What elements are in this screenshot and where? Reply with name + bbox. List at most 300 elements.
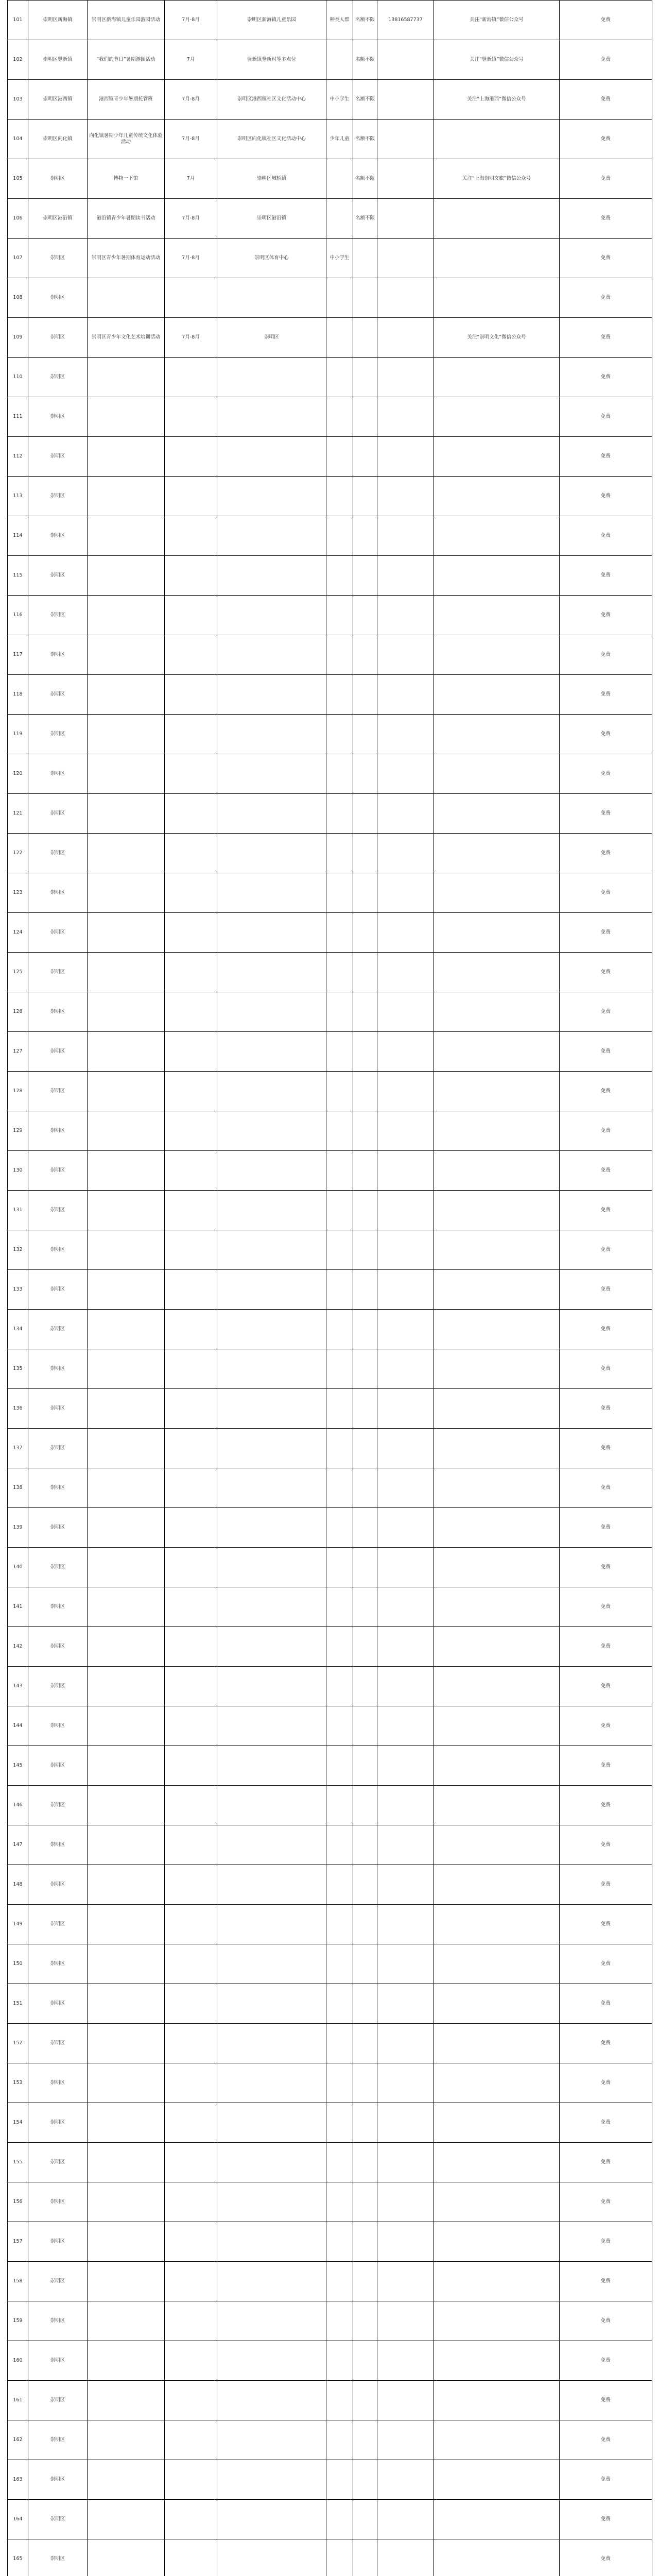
row-number-cell: 150: [8, 1944, 28, 1984]
activity-location-cell: 崇明区新海镇儿童乐园: [217, 1, 326, 40]
fee-cell: 免费: [560, 1, 652, 40]
activity-location-cell: [217, 1429, 326, 1468]
signup-method-cell: [434, 239, 560, 278]
signup-method-cell: [434, 2143, 560, 2182]
activity-location-cell: [217, 1905, 326, 1944]
contact-phone-cell: [377, 199, 434, 239]
fee-cell: 免费: [560, 1905, 652, 1944]
activity-name-cell: [88, 635, 165, 675]
row-number-cell: 116: [8, 596, 28, 635]
row-number-cell: 162: [8, 2420, 28, 2460]
row-number-cell: 127: [8, 1032, 28, 1072]
fee-cell: 免费: [560, 516, 652, 556]
activity-location-cell: [217, 1508, 326, 1548]
capacity-cell: [353, 2103, 377, 2143]
organizer-cell: 崇明区: [28, 1270, 88, 1310]
contact-phone-cell: [377, 1944, 434, 1984]
activity-location-cell: [217, 1944, 326, 1984]
table-row: [8, 2341, 652, 2381]
fee-cell: 免费: [560, 834, 652, 873]
table-row: [8, 80, 652, 120]
signup-method-cell: [434, 2381, 560, 2420]
organizer-cell: 崇明区: [28, 239, 88, 278]
organizer-cell: 崇明区: [28, 2341, 88, 2381]
organizer-cell: 崇明区: [28, 2460, 88, 2500]
contact-phone-cell: [377, 318, 434, 358]
signup-method-cell: [434, 1191, 560, 1230]
contact-phone-cell: [377, 2182, 434, 2222]
organizer-cell: 崇明区: [28, 1944, 88, 1984]
activity-name-cell: [88, 913, 165, 953]
activity-time-cell: [165, 794, 217, 834]
activity-time-cell: [165, 913, 217, 953]
activity-time-cell: 7月-8月: [165, 318, 217, 358]
row-number-cell: 151: [8, 1984, 28, 2024]
target-audience-cell: [326, 1270, 353, 1310]
table-row: [8, 2182, 652, 2222]
activity-time-cell: [165, 2341, 217, 2381]
contact-phone-cell: [377, 953, 434, 992]
activity-time-cell: [165, 635, 217, 675]
activity-name-cell: [88, 1786, 165, 1825]
capacity-cell: [353, 1191, 377, 1230]
organizer-cell: 崇明区: [28, 1627, 88, 1667]
activity-name-cell: [88, 2539, 165, 2576]
activity-time-cell: [165, 1429, 217, 1468]
target-audience-cell: [326, 159, 353, 199]
activity-name-cell: [88, 794, 165, 834]
activity-name-cell: [88, 516, 165, 556]
activity-time-cell: [165, 1587, 217, 1627]
activity-time-cell: [165, 1548, 217, 1587]
signup-method-cell: [434, 2063, 560, 2103]
target-audience-cell: [326, 794, 353, 834]
signup-method-cell: [434, 992, 560, 1032]
table-row: [8, 358, 652, 397]
row-number-cell: 114: [8, 516, 28, 556]
activity-name-cell: 向化镇暑期少年儿童传统文化体验活动: [88, 120, 165, 159]
organizer-cell: 崇明区: [28, 1389, 88, 1429]
capacity-cell: [353, 834, 377, 873]
target-audience-cell: [326, 437, 353, 477]
fee-cell: 免费: [560, 397, 652, 437]
signup-method-cell: [434, 1667, 560, 1706]
target-audience-cell: [326, 1746, 353, 1786]
fee-cell: 免费: [560, 1429, 652, 1468]
target-audience-cell: [326, 1032, 353, 1072]
organizer-cell: 崇明区新海镇: [28, 1, 88, 40]
signup-method-cell: [434, 278, 560, 318]
activity-time-cell: [165, 1984, 217, 2024]
target-audience-cell: [326, 2301, 353, 2341]
signup-method-cell: [434, 1151, 560, 1191]
table-row: [8, 1, 652, 40]
activity-time-cell: [165, 1072, 217, 1111]
fee-cell: 免费: [560, 913, 652, 953]
organizer-cell: 崇明区: [28, 1984, 88, 2024]
activity-location-cell: [217, 2500, 326, 2539]
organizer-cell: 崇明区: [28, 1111, 88, 1151]
contact-phone-cell: [377, 516, 434, 556]
organizer-cell: 崇明区: [28, 1429, 88, 1468]
contact-phone-cell: [377, 1111, 434, 1151]
capacity-cell: [353, 754, 377, 794]
capacity-cell: [353, 1111, 377, 1151]
organizer-cell: 崇明区: [28, 715, 88, 754]
activity-time-cell: [165, 1032, 217, 1072]
target-audience-cell: [326, 2341, 353, 2381]
row-number-cell: 161: [8, 2381, 28, 2420]
organizer-cell: 崇明区: [28, 1508, 88, 1548]
organizer-cell: 崇明区: [28, 635, 88, 675]
contact-phone-cell: [377, 1984, 434, 2024]
activity-name-cell: 港西镇青少年暑期托管班: [88, 80, 165, 120]
activity-name-cell: [88, 1270, 165, 1310]
table-row: [8, 1627, 652, 1667]
table-row: [8, 1508, 652, 1548]
row-number-cell: 105: [8, 159, 28, 199]
activity-name-cell: [88, 1389, 165, 1429]
table-row: [8, 1786, 652, 1825]
organizer-cell: 崇明区: [28, 1230, 88, 1270]
fee-cell: 免费: [560, 1151, 652, 1191]
activity-time-cell: 7月-8月: [165, 199, 217, 239]
capacity-cell: [353, 1072, 377, 1111]
fee-cell: 免费: [560, 1825, 652, 1865]
activity-name-cell: [88, 754, 165, 794]
table-row: [8, 635, 652, 675]
signup-method-cell: [434, 1825, 560, 1865]
activity-name-cell: [88, 1905, 165, 1944]
signup-method-cell: [434, 556, 560, 596]
contact-phone-cell: [377, 1349, 434, 1389]
organizer-cell: 崇明区: [28, 992, 88, 1032]
activity-name-cell: [88, 1706, 165, 1746]
table-row: [8, 1865, 652, 1905]
target-audience-cell: [326, 1508, 353, 1548]
activity-name-cell: 崇明区青少年暑期体育运动活动: [88, 239, 165, 278]
target-audience-cell: [326, 596, 353, 635]
capacity-cell: [353, 2539, 377, 2576]
organizer-cell: 崇明区: [28, 2500, 88, 2539]
target-audience-cell: [326, 1429, 353, 1468]
fee-cell: 免费: [560, 596, 652, 635]
contact-phone-cell: 13816587737: [377, 1, 434, 40]
activity-location-cell: [217, 596, 326, 635]
activity-time-cell: [165, 1706, 217, 1746]
activity-time-cell: [165, 834, 217, 873]
activity-name-cell: [88, 1548, 165, 1587]
target-audience-cell: [326, 1230, 353, 1270]
target-audience-cell: [326, 397, 353, 437]
activity-location-cell: 崇明区向化镇社区文化活动中心: [217, 120, 326, 159]
capacity-cell: [353, 635, 377, 675]
table-row: [8, 2420, 652, 2460]
target-audience-cell: [326, 516, 353, 556]
organizer-cell: 崇明区: [28, 556, 88, 596]
contact-phone-cell: [377, 873, 434, 913]
activity-location-cell: [217, 1984, 326, 2024]
contact-phone-cell: [377, 1072, 434, 1111]
target-audience-cell: [326, 1667, 353, 1706]
signup-method-cell: [434, 596, 560, 635]
capacity-cell: 名额不限: [353, 1, 377, 40]
fee-cell: 免费: [560, 1746, 652, 1786]
signup-method-cell: [434, 516, 560, 556]
capacity-cell: [353, 715, 377, 754]
signup-method-cell: 关注“上海港西”微信公众号: [434, 80, 560, 120]
target-audience-cell: 少年儿童: [326, 120, 353, 159]
capacity-cell: [353, 477, 377, 516]
contact-phone-cell: [377, 1627, 434, 1667]
signup-method-cell: [434, 1706, 560, 1746]
row-number-cell: 149: [8, 1905, 28, 1944]
contact-phone-cell: [377, 1191, 434, 1230]
row-number-cell: 110: [8, 358, 28, 397]
fee-cell: 免费: [560, 2222, 652, 2262]
capacity-cell: [353, 596, 377, 635]
row-number-cell: 144: [8, 1706, 28, 1746]
row-number-cell: 115: [8, 556, 28, 596]
activity-time-cell: [165, 992, 217, 1032]
organizer-cell: 崇明区: [28, 1310, 88, 1349]
activity-time-cell: [165, 2500, 217, 2539]
table-row: [8, 2103, 652, 2143]
table-row: [8, 715, 652, 754]
target-audience-cell: [326, 2420, 353, 2460]
capacity-cell: [353, 2500, 377, 2539]
capacity-cell: 名额不限: [353, 80, 377, 120]
organizer-cell: 崇明区: [28, 437, 88, 477]
activity-location-cell: [217, 1746, 326, 1786]
row-number-cell: 117: [8, 635, 28, 675]
activity-location-cell: [217, 1111, 326, 1151]
fee-cell: 免费: [560, 159, 652, 199]
fee-cell: 免费: [560, 1667, 652, 1706]
activity-name-cell: [88, 397, 165, 437]
contact-phone-cell: [377, 1865, 434, 1905]
signup-method-cell: [434, 794, 560, 834]
activity-location-cell: [217, 1706, 326, 1746]
activity-name-cell: [88, 1627, 165, 1667]
fee-cell: 免费: [560, 1508, 652, 1548]
activity-location-cell: [217, 2381, 326, 2420]
row-number-cell: 107: [8, 239, 28, 278]
capacity-cell: 名额不限: [353, 199, 377, 239]
activity-name-cell: [88, 1468, 165, 1508]
capacity-cell: [353, 437, 377, 477]
contact-phone-cell: [377, 1587, 434, 1627]
table-row: [8, 199, 652, 239]
target-audience-cell: [326, 477, 353, 516]
activity-location-cell: [217, 1587, 326, 1627]
signup-method-cell: [434, 437, 560, 477]
activity-name-cell: [88, 2222, 165, 2262]
organizer-cell: 崇明区: [28, 754, 88, 794]
signup-method-cell: [434, 1429, 560, 1468]
activity-name-cell: [88, 2103, 165, 2143]
activity-location-cell: [217, 397, 326, 437]
fee-cell: 免费: [560, 1389, 652, 1429]
activity-name-cell: [88, 715, 165, 754]
fee-cell: 免费: [560, 2420, 652, 2460]
organizer-cell: 崇明区: [28, 1786, 88, 1825]
fee-cell: 免费: [560, 2143, 652, 2182]
contact-phone-cell: [377, 159, 434, 199]
organizer-cell: 崇明区: [28, 1825, 88, 1865]
contact-phone-cell: [377, 397, 434, 437]
activity-location-cell: [217, 2460, 326, 2500]
table-row: [8, 2143, 652, 2182]
fee-cell: 免费: [560, 1706, 652, 1746]
fee-cell: 免费: [560, 1111, 652, 1151]
row-number-cell: 111: [8, 397, 28, 437]
activity-location-cell: [217, 2103, 326, 2143]
organizer-cell: 崇明区: [28, 2143, 88, 2182]
table-row: [8, 992, 652, 1032]
table-row: [8, 1151, 652, 1191]
target-audience-cell: [326, 1151, 353, 1191]
organizer-cell: 崇明区: [28, 2024, 88, 2063]
organizer-cell: 崇明区: [28, 318, 88, 358]
activity-time-cell: [165, 2381, 217, 2420]
capacity-cell: [353, 675, 377, 715]
capacity-cell: [353, 1151, 377, 1191]
fee-cell: 免费: [560, 1548, 652, 1587]
table-row: [8, 1389, 652, 1429]
table-row: [8, 953, 652, 992]
contact-phone-cell: [377, 1429, 434, 1468]
contact-phone-cell: [377, 2420, 434, 2460]
activity-name-cell: [88, 834, 165, 873]
table-row: [8, 1072, 652, 1111]
contact-phone-cell: [377, 1905, 434, 1944]
fee-cell: 免费: [560, 199, 652, 239]
organizer-cell: 崇明区: [28, 2222, 88, 2262]
fee-cell: 免费: [560, 80, 652, 120]
contact-phone-cell: [377, 437, 434, 477]
row-number-cell: 160: [8, 2341, 28, 2381]
activity-time-cell: [165, 1349, 217, 1389]
signup-method-cell: [434, 1865, 560, 1905]
contact-phone-cell: [377, 675, 434, 715]
fee-cell: 免费: [560, 953, 652, 992]
target-audience-cell: [326, 1825, 353, 1865]
table-row: [8, 1429, 652, 1468]
activity-name-cell: [88, 1667, 165, 1706]
contact-phone-cell: [377, 2222, 434, 2262]
row-number-cell: 131: [8, 1191, 28, 1230]
activity-name-cell: [88, 2500, 165, 2539]
signup-method-cell: [434, 1786, 560, 1825]
row-number-cell: 146: [8, 1786, 28, 1825]
activity-name-cell: [88, 1151, 165, 1191]
signup-method-cell: [434, 1905, 560, 1944]
contact-phone-cell: [377, 2063, 434, 2103]
activity-time-cell: [165, 477, 217, 516]
activity-time-cell: [165, 278, 217, 318]
target-audience-cell: [326, 2143, 353, 2182]
activity-name-cell: [88, 2460, 165, 2500]
contact-phone-cell: [377, 1786, 434, 1825]
table-row: [8, 1191, 652, 1230]
target-audience-cell: 中小学生: [326, 239, 353, 278]
activity-location-cell: [217, 1270, 326, 1310]
organizer-cell: 崇明区: [28, 1746, 88, 1786]
activity-location-cell: [217, 992, 326, 1032]
signup-method-cell: [434, 1230, 560, 1270]
activity-location-cell: [217, 2420, 326, 2460]
target-audience-cell: [326, 199, 353, 239]
row-number-cell: 138: [8, 1468, 28, 1508]
contact-phone-cell: [377, 1548, 434, 1587]
capacity-cell: [353, 2063, 377, 2103]
row-number-cell: 140: [8, 1548, 28, 1587]
table-row: [8, 1984, 652, 2024]
activity-name-cell: [88, 1349, 165, 1389]
capacity-cell: [353, 1944, 377, 1984]
table-row: [8, 2460, 652, 2500]
target-audience-cell: [326, 2182, 353, 2222]
fee-cell: 免费: [560, 635, 652, 675]
row-number-cell: 103: [8, 80, 28, 120]
capacity-cell: [353, 1349, 377, 1389]
table-row: [8, 675, 652, 715]
target-audience-cell: [326, 2063, 353, 2103]
activity-location-cell: [217, 635, 326, 675]
signup-method-cell: [434, 358, 560, 397]
target-audience-cell: [326, 992, 353, 1032]
organizer-cell: 崇明区: [28, 1349, 88, 1389]
contact-phone-cell: [377, 1508, 434, 1548]
table-row: [8, 794, 652, 834]
activity-location-cell: [217, 2341, 326, 2381]
activity-name-cell: [88, 278, 165, 318]
fee-cell: 免费: [560, 992, 652, 1032]
activity-time-cell: [165, 1191, 217, 1230]
capacity-cell: [353, 1984, 377, 2024]
activity-time-cell: [165, 715, 217, 754]
fee-cell: 免费: [560, 1587, 652, 1627]
row-number-cell: 106: [8, 199, 28, 239]
signup-method-cell: [434, 2539, 560, 2576]
contact-phone-cell: [377, 1667, 434, 1706]
fee-cell: 免费: [560, 2103, 652, 2143]
activity-time-cell: [165, 1389, 217, 1429]
activity-name-cell: [88, 2182, 165, 2222]
activity-name-cell: 崇明区新海镇儿童乐园游园活动: [88, 1, 165, 40]
target-audience-cell: [326, 2381, 353, 2420]
activity-location-cell: [217, 1349, 326, 1389]
activity-time-cell: 7月-8月: [165, 80, 217, 120]
capacity-cell: [353, 278, 377, 318]
contact-phone-cell: [377, 992, 434, 1032]
fee-cell: 免费: [560, 1230, 652, 1270]
activity-location-cell: [217, 1310, 326, 1349]
contact-phone-cell: [377, 2262, 434, 2301]
capacity-cell: [353, 2143, 377, 2182]
row-number-cell: 124: [8, 913, 28, 953]
target-audience-cell: [326, 1548, 353, 1587]
row-number-cell: 132: [8, 1230, 28, 1270]
target-audience-cell: [326, 675, 353, 715]
activity-name-cell: [88, 1865, 165, 1905]
row-number-cell: 155: [8, 2143, 28, 2182]
activity-location-cell: [217, 437, 326, 477]
activity-location-cell: 崇明区城桥镇: [217, 159, 326, 199]
activity-time-cell: [165, 953, 217, 992]
activity-table: [7, 0, 652, 2576]
